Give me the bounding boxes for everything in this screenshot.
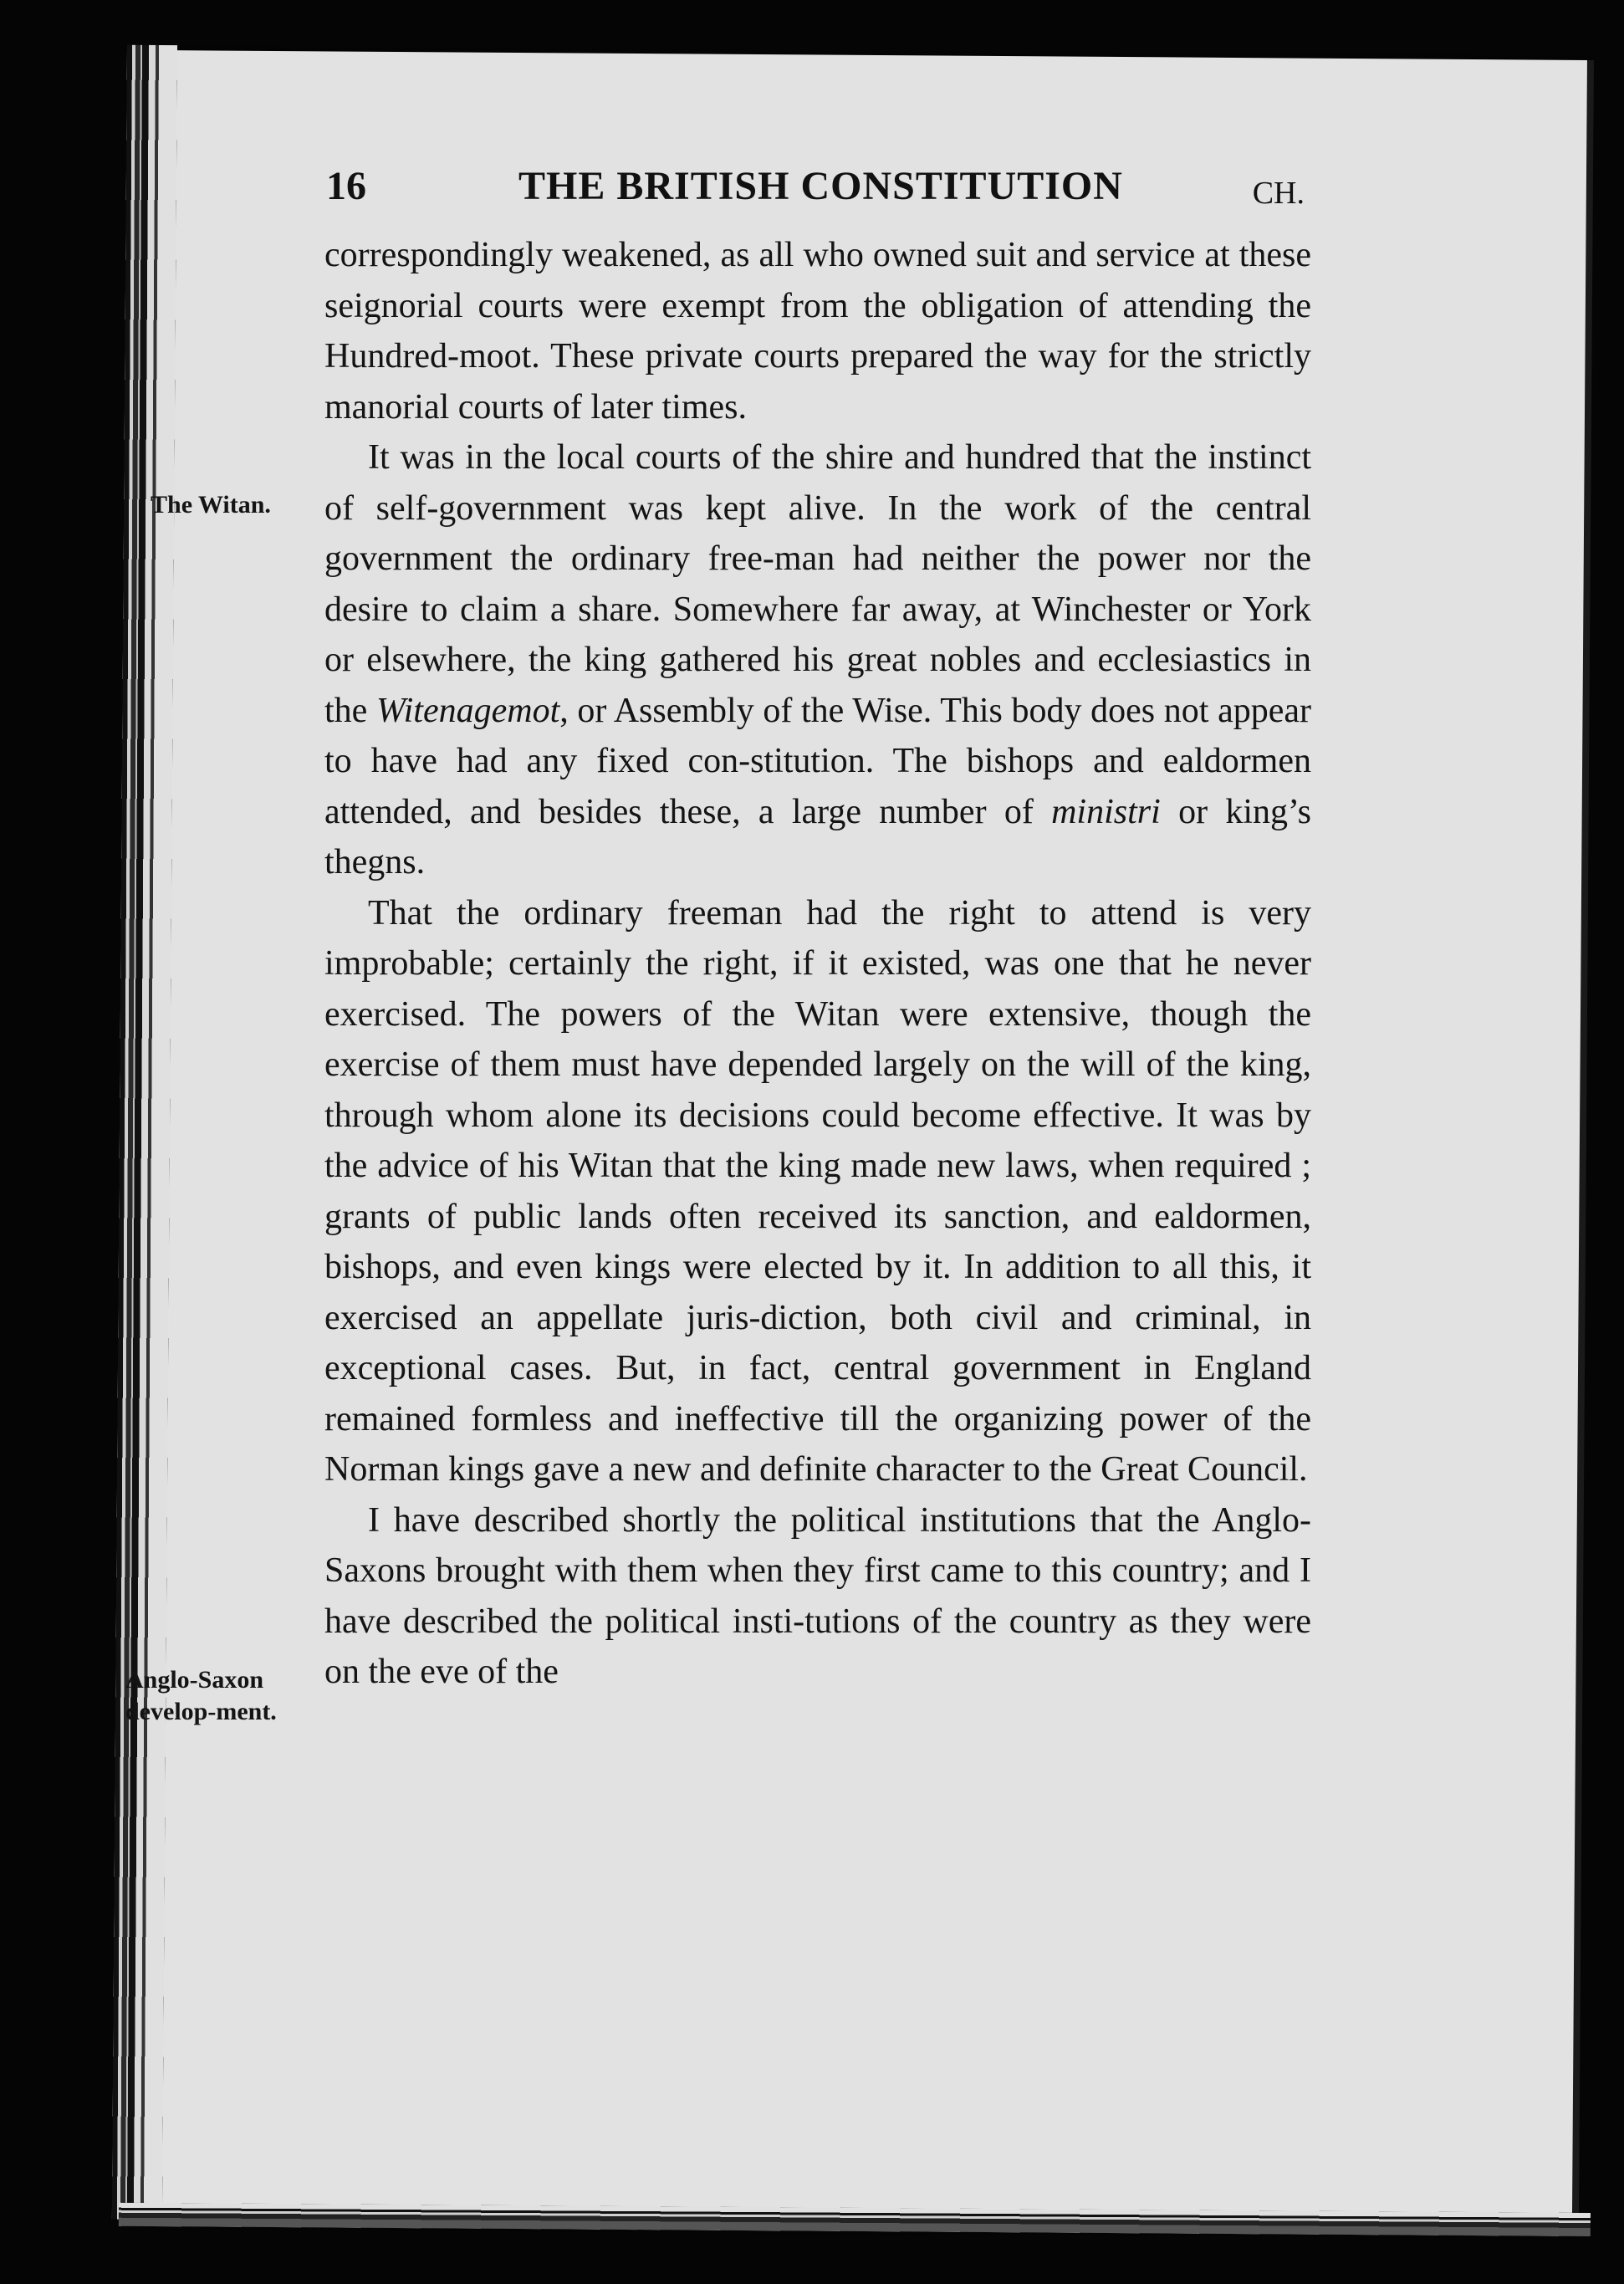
paragraph-3: That the ordinary freeman had the right to attend is very improbable; certainly the right, if it existed, was one that he never exercised. The powers of the Witan were extensive, though the exercise of them must have depended largely on the will of the king, through whom alone its decisions could become effective. It was by the advice of his Witan that the king made new laws, when required ; grants of public lands often received its sanction, and ealdormen, bishops, and even kings were elected by it. In addition to all this, it exercised an appellate juris-diction, both civil and criminal, in exceptional cases. But, in fact, central government in England remained formless and ineffective till the organizing power of the Norman kings gave a new and definite character to the Great Council. bbox=[324, 893, 1311, 1489]
page-header bbox=[326, 163, 1305, 222]
page-body bbox=[324, 230, 1311, 1698]
book-spine bbox=[112, 45, 177, 2220]
paragraph-1: correspondingly weakened, as all who owned suit and service at these seignorial courts were exempt from the obligation of attending the Hundred-moot. These private courts prepared the way for the strictly manorial courts of later times. bbox=[324, 236, 1311, 427]
chapter-abbreviation: CH. bbox=[1252, 176, 1305, 211]
witenagemot-term: Witenagemot bbox=[375, 691, 560, 730]
page-right-edge bbox=[1572, 60, 1594, 2235]
page-number: 16 bbox=[326, 164, 366, 208]
paragraph-2 bbox=[324, 432, 1311, 888]
running-title: THE BRITISH CONSTITUTION bbox=[518, 164, 1123, 208]
sidenote-anglo-saxon-development: Anglo-Saxon develop-ment. bbox=[125, 1666, 277, 1725]
paragraph-2-text-c: or king’s thegns. bbox=[324, 792, 1312, 881]
paragraph-2-text-a: It was in the local courts of the shire and hundred that the instinct of self-government was kept alive. In the work of the central government the ordinary free-man had neither the power nor the desire to claim a share. Somewhere far away, at Winchester or York or elsewhere, the king gathered his great nobles and ecclesiastics in the bbox=[324, 438, 1311, 730]
sidenote-witan: The Witan. bbox=[151, 491, 271, 519]
paragraph-2-text-b: , or Assembly of the Wise. This body does not appear to have had any fixed con-stitution. The bishops and ealdormen attended, and besides these, a large number of bbox=[324, 691, 1311, 831]
paragraph-4: I have described shortly the political institutions that the Anglo-Saxons brought with them when they first came to this country; and I have described the political insti-tutions of the country as they were on the eve of the bbox=[324, 1500, 1311, 1691]
page-bottom-edge bbox=[119, 2203, 1591, 2236]
ministri-term: ministri bbox=[1051, 792, 1161, 831]
